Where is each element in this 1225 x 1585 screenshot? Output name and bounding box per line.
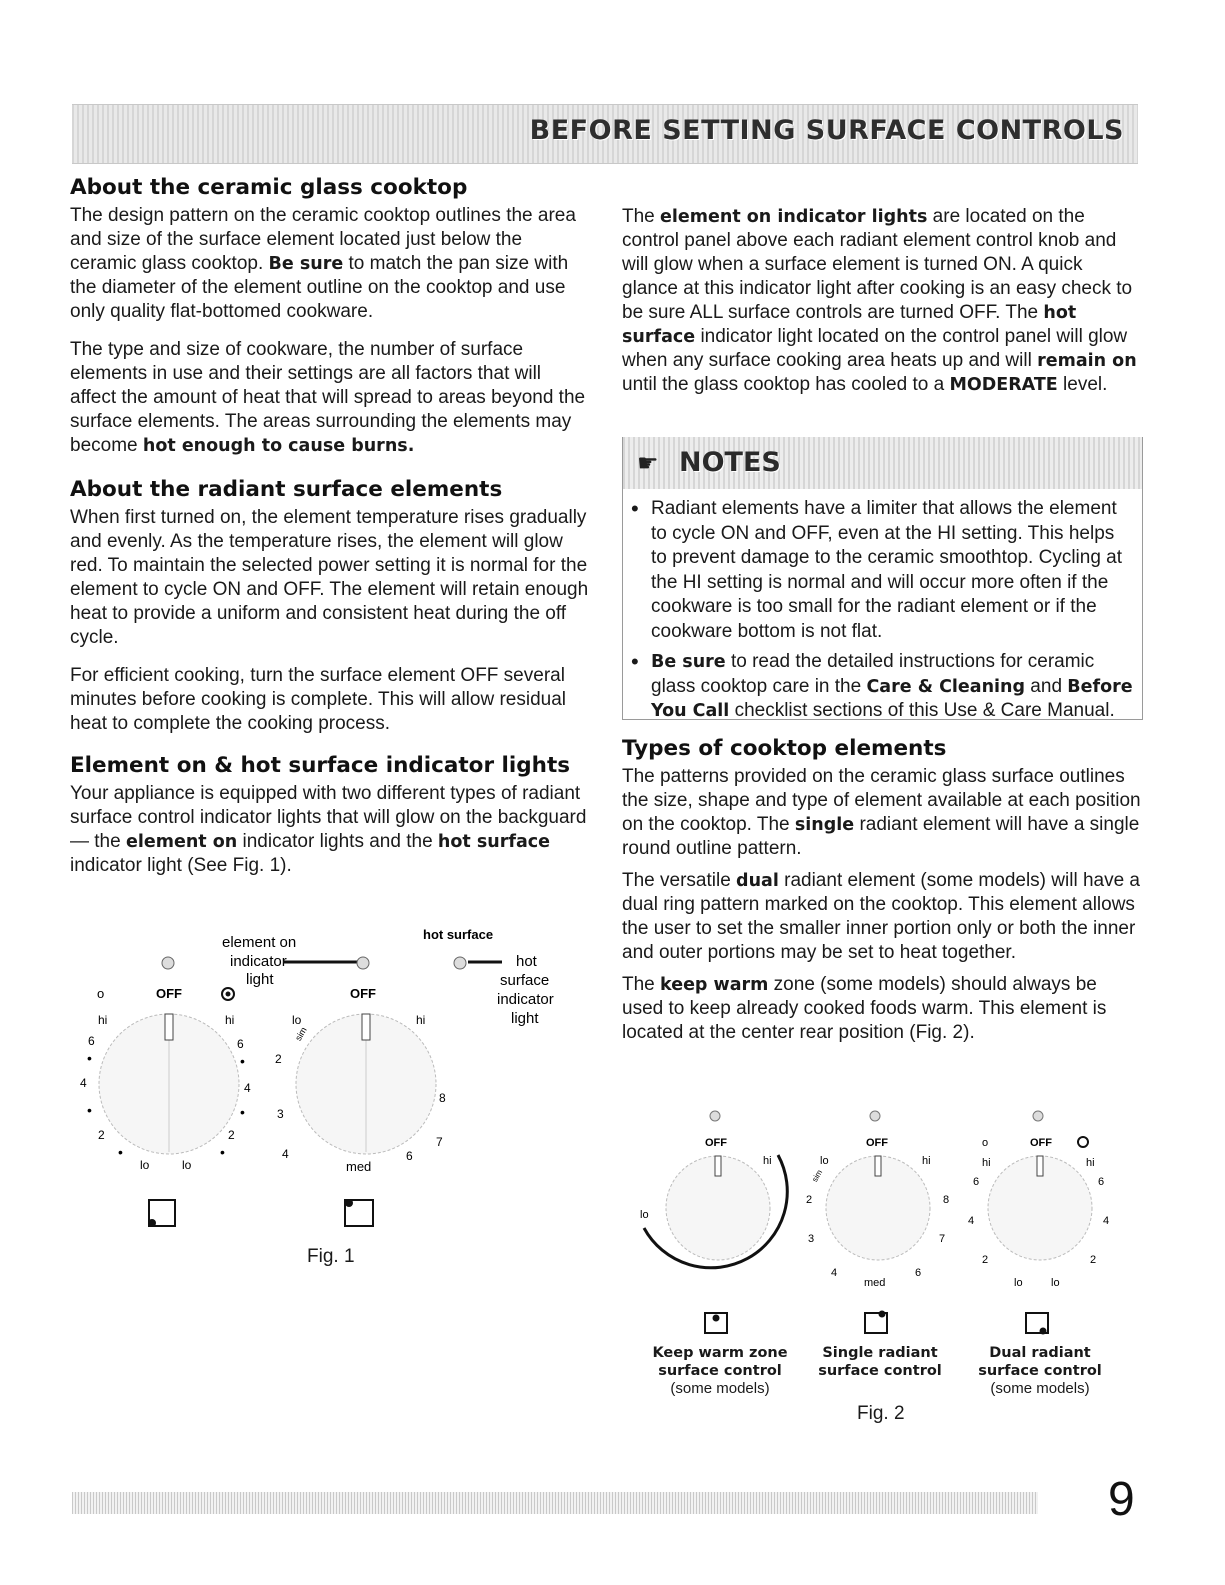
hot-surface-light-icon [454, 957, 466, 969]
notes-list [623, 489, 1142, 724]
knob-dial-label: 8 [943, 1194, 950, 1206]
knob-dial-label: OFF [156, 986, 182, 1001]
knob-dial-label: 4 [1103, 1215, 1110, 1227]
paragraph-radiant-1: When first turned on, the element temperature rises gradually and evenly. As the temperature rises, the element will glow red. To maintain the selected power setting it is normal for the element to cycle ON and OFF. The element will retain enough heat to provide a uniform and consistent heat during the off cycle. [70, 507, 589, 648]
knob-dial-label: hi [763, 1155, 772, 1167]
knob-dial-label: OFF [350, 986, 376, 1001]
hot-surface-heading: hot surface [423, 927, 494, 942]
knob-dial-label: 3 [277, 1107, 284, 1121]
hot-surface-label: indicator [497, 991, 554, 1008]
knob-dial-label: 2 [806, 1194, 813, 1206]
dual-radiant-label [965, 1344, 1115, 1397]
knob-dial-label: 2 [275, 1052, 282, 1066]
note-item: • Radiant elements have a limiter that allows the element to cycle ON and OFF, even at the HI setting. This helps to prevent damage to the ceramic smoothtop. Cycling at the HI setting is normal and will occur more often if the cookware is too small for the radiant element or if the cookware bottom is not flat. [629, 497, 1134, 644]
knob-pointer [715, 1156, 721, 1176]
section-banner [72, 104, 1138, 164]
indicator-light-icon [357, 957, 369, 969]
dot-mark: • [240, 1104, 245, 1120]
heading-ceramic-cooktop: About the ceramic glass cooktop [70, 175, 468, 200]
pointing-hand-icon: ☛ [637, 449, 659, 477]
knob-dial-label: 2 [982, 1254, 989, 1266]
indicator-light-icon [870, 1111, 880, 1121]
paragraph-types-3: The keep warm zone (some models) should always be used to keep already cooked foods warm. This element is located at the center rear position (Fig. 2). [622, 974, 1107, 1043]
indicator-light-dot [226, 992, 231, 997]
knob-dial-label: hi [225, 1013, 235, 1027]
notes-title: NOTES [679, 447, 781, 478]
dual-element-dot [148, 1219, 156, 1227]
knob-dial-label: OFF [866, 1137, 888, 1149]
page-number: 9 [1108, 1473, 1135, 1526]
knob-dial-label: lo [140, 1158, 150, 1172]
heading-types: Types of cooktop elements [622, 736, 947, 761]
dual-radiant-label-line: surface control [978, 1363, 1102, 1379]
hot-surface-label: light [511, 1010, 539, 1027]
dot-mark: • [87, 1050, 92, 1066]
knob-pointer [165, 1014, 173, 1040]
knob-dial-label: 6 [88, 1034, 95, 1048]
knob-dial-label: 3 [808, 1233, 815, 1245]
knob-dial-label: sim [810, 1168, 825, 1184]
dual-element-dot [1040, 1328, 1047, 1335]
knob-dial-label: 7 [939, 1233, 946, 1245]
keep-warm-label-note: (some models) [670, 1380, 770, 1397]
knob-dial-label: hi [416, 1013, 426, 1027]
knob-dial-label: sim [293, 1025, 309, 1043]
figure-1-caption: Fig. 1 [307, 1246, 355, 1267]
indicator-light-icon [710, 1111, 720, 1121]
indicator-light-icon [1078, 1137, 1088, 1147]
dot-mark: • [220, 1144, 225, 1160]
figure-2-caption: Fig. 2 [857, 1403, 905, 1424]
knob-dial-label: OFF [705, 1137, 727, 1149]
indicator-light-icon [162, 957, 174, 969]
single-radiant-label-line: surface control [818, 1363, 942, 1379]
indicator-light-icon [1033, 1111, 1043, 1121]
paragraph-radiant-2: For efficient cooking, turn the surface element OFF several minutes before cooking is complete. This will allow residual heat to complete the cooking process. [70, 665, 566, 734]
heading-radiant-elements: About the radiant surface elements [70, 477, 503, 502]
knob-dial-label: lo [640, 1209, 649, 1221]
paragraph-types-2: The versatile dual radiant element (some models) will have a dual ring pattern marked on the cooktop. This element allows the user to set the smaller inner portion only or both the inner and outer portions may be set to heat together. [622, 870, 1141, 963]
single-element-dot [879, 1311, 886, 1318]
figure-1 [70, 920, 590, 1280]
figure-2 [630, 1100, 1150, 1430]
types-section [622, 735, 1142, 1059]
knob-dial-label: 2 [98, 1128, 105, 1142]
knob-dial-label: 8 [439, 1091, 446, 1105]
figure-1-diagram [70, 920, 590, 1280]
knob-pointer [875, 1156, 881, 1176]
knob-dial-label: lo [292, 1013, 302, 1027]
right-column [622, 205, 1142, 411]
knob-dial-label: 4 [968, 1215, 975, 1227]
knob-dial-label: lo [1051, 1277, 1060, 1289]
single-element-dot [345, 1199, 353, 1207]
paragraph-ceramic-2: The type and size of cookware, the number of surface elements in use and their settings are all factors that will affect the amount of heat that will spread to areas beyond the surface elements. The areas surrounding the elements may become hot enough to cause burns. [70, 339, 586, 456]
knob-dial-label: med [346, 1159, 372, 1174]
knob-dial-label: 2 [1090, 1254, 1097, 1266]
note-item: • Be sure to read the detailed instructions for ceramic glass cooktop care in the Care & Cleaning and Before You Call checklist sections of this Use & Care Manual. [629, 650, 1134, 724]
knob-dial-label: hi [1086, 1157, 1095, 1169]
dot-mark: • [87, 1102, 92, 1118]
knob-dial-label: med [864, 1277, 886, 1289]
knob-dial-label: hi [982, 1157, 991, 1169]
element-on-label: indicator [230, 953, 287, 970]
page-title: BEFORE SETTING SURFACE CONTROLS [529, 115, 1124, 146]
paragraph-indicator: Your appliance is equipped with two different types of radiant surface control indicator lights that will glow on the backguard — the element on indicator lights and the hot surface indicator light (See Fig. 1). [70, 783, 587, 876]
dot-mark: • [118, 1144, 123, 1160]
knob-dial-label: lo [820, 1155, 829, 1167]
paragraph-types-1: The patterns provided on the ceramic glass surface outlines the size, shape and type of element available at each position on the cooktop. The single radiant element will have a single round outline pattern. [622, 766, 1141, 859]
knob-dial-label: 2 [228, 1128, 235, 1142]
knob-dial-label: 7 [436, 1135, 443, 1149]
knob-dial-label: 6 [406, 1149, 413, 1163]
knob-dial-label: 4 [244, 1081, 251, 1095]
knob-dial-label: 4 [80, 1076, 87, 1090]
element-on-label: element on [222, 934, 297, 951]
knob-dial-label: lo [182, 1158, 192, 1172]
paragraph-element-on: The element on indicator lights are located on the control panel above each radiant element control knob and will glow when a surface element is turned ON. A quick glance at this indicator light after cooking is an easy check to be sure ALL surface controls are turned OFF. The hot surface indicator light located on the control panel will glow when any surface cooking area heats up and will remain on until the glass cooktop has cooled to a MODERATE level. [622, 206, 1137, 395]
knob-dial-label: OFF [1030, 1137, 1052, 1149]
element-on-label: light [246, 971, 274, 988]
single-radiant-label [805, 1344, 955, 1380]
knob-dial-label: hi [98, 1013, 108, 1027]
knob-dial-label: hi [922, 1155, 931, 1167]
knob-dial-label: o [97, 986, 105, 1001]
knob-dial-label: 6 [915, 1267, 922, 1279]
left-column [70, 174, 590, 892]
keep-warm-label-line: Keep warm zone [652, 1345, 788, 1361]
knob-dial-label: o [982, 1137, 989, 1149]
notes-header [623, 437, 1142, 489]
knob-dial-label: 6 [1098, 1176, 1105, 1188]
keep-warm-label-line: surface control [658, 1363, 782, 1379]
footer-strip [72, 1492, 1038, 1514]
knob-dial-label: 4 [282, 1147, 289, 1161]
dot-mark: • [240, 1053, 245, 1069]
single-radiant-label-line: Single radiant [822, 1345, 938, 1361]
knob-dial-label: 6 [237, 1037, 244, 1051]
keep-warm-element-dot [713, 1315, 720, 1322]
dual-radiant-label-line: Dual radiant [989, 1345, 1091, 1361]
paragraph-ceramic-1: The design pattern on the ceramic cooktop outlines the area and size of the surface element located just below the ceramic glass cooktop. Be sure to match the pan size with the diameter of the element outline on the cooktop and use only quality flat-bottomed cookware. [70, 205, 576, 322]
notes-box [622, 437, 1143, 720]
figure-2-diagram [630, 1100, 1150, 1340]
keep-warm-label [645, 1344, 795, 1397]
knob-dial-label: 6 [973, 1176, 980, 1188]
knob-dial-label: 4 [831, 1267, 838, 1279]
knob-dial-label: lo [1014, 1277, 1023, 1289]
hot-surface-label: hot [516, 953, 537, 970]
knob-pointer [1037, 1156, 1043, 1176]
dual-radiant-label-note: (some models) [990, 1380, 1090, 1397]
hot-surface-label: surface [500, 972, 550, 989]
heading-indicator-lights: Element on & hot surface indicator lights [70, 753, 571, 778]
knob-pointer [362, 1014, 370, 1040]
